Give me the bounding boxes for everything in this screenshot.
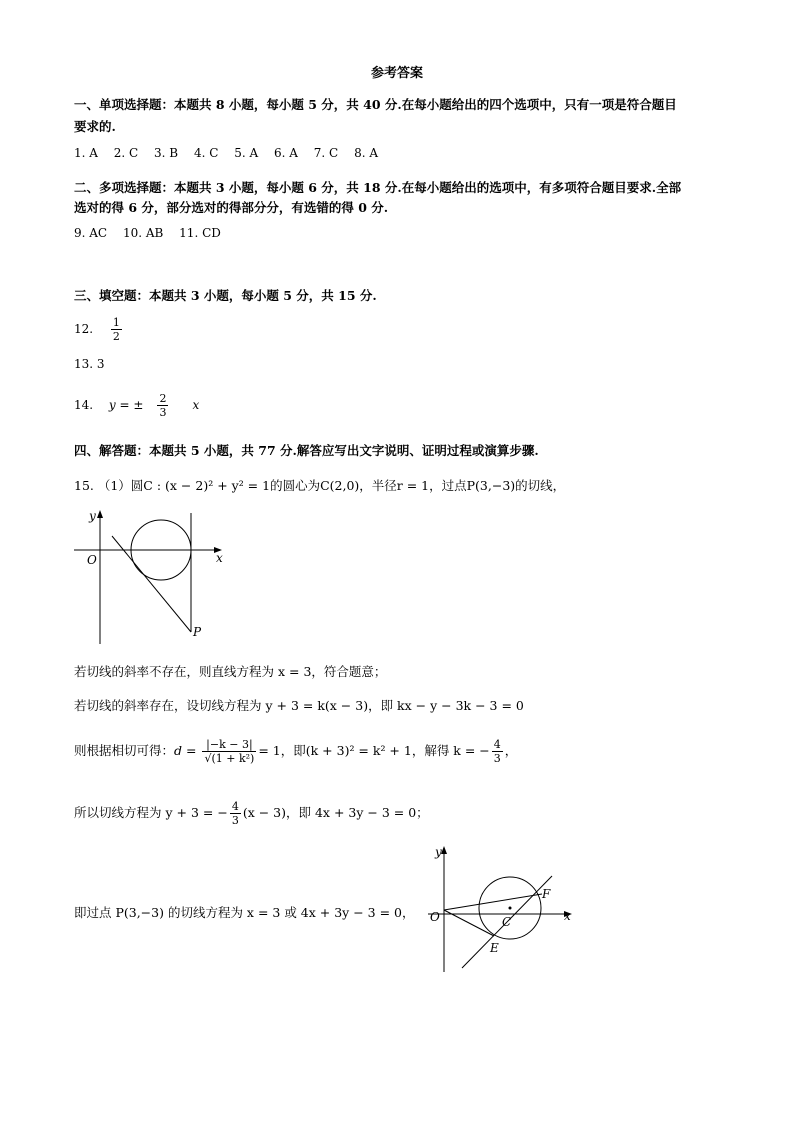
answer-6: 6. A xyxy=(274,146,298,160)
line-d-suffix: (x − 3)，即 4x + 3y − 3 = 0； xyxy=(242,805,429,820)
section2-answers xyxy=(74,226,233,240)
q15-line: 15. （1）圆C : (x − 2)² + y² = 1的圆心为C(2,0)，半径r = 1，过点P(3,−3)的切线， xyxy=(74,478,566,493)
line-c-denominator: √(1 + k²) xyxy=(204,752,255,765)
answer-2: 2. C xyxy=(113,146,139,160)
line-d-numerator: 4 xyxy=(231,800,239,813)
answer-10: 10. AB xyxy=(122,226,164,240)
line-c-d: d = xyxy=(174,743,197,758)
answer-9: 9. AC xyxy=(74,226,108,240)
figure2-point-f-label: F xyxy=(542,887,551,901)
figure2-y-arrow xyxy=(441,846,447,854)
answer-14-denominator: 3 xyxy=(159,406,167,419)
figure2-diagram xyxy=(424,842,580,978)
line-a: 若切线的斜率不存在，则直线方程为 x = 3，符合题意； xyxy=(74,664,387,679)
section1-answers xyxy=(74,146,390,160)
line-c-distance-fraction xyxy=(202,738,256,765)
section2-heading-line2: 选对的得 6 分，部分选对的得部分分，有选错的得 0 分. xyxy=(74,200,389,215)
page-title: 参考答案 xyxy=(370,66,423,81)
figure2-line-of xyxy=(444,894,542,910)
answer-14 xyxy=(74,392,211,419)
line-c-end: ， xyxy=(504,743,518,758)
figure2-x-label: x xyxy=(564,909,571,923)
section4-heading: 四、解答题：本题共 5 小题，共 77 分.解答应写出文字说明、证明过程或演算步骤. xyxy=(74,443,539,458)
figure2-center-point xyxy=(509,907,512,910)
line-c-k-fraction xyxy=(492,738,503,765)
figure1-origin-label: O xyxy=(87,553,97,567)
figure1-y-label: y xyxy=(89,509,96,523)
answer-4: 4. C xyxy=(193,146,219,160)
figure2-y-label: y xyxy=(435,845,442,859)
answer-12-denominator: 2 xyxy=(112,330,120,343)
line-d-prefix: 所以切线方程为 y + 3 = − xyxy=(74,805,228,820)
section3-heading: 三、填空题：本题共 3 小题，每小题 5 分，共 15 分. xyxy=(74,288,377,303)
line-d-fraction xyxy=(230,800,241,827)
answer-7: 7. C xyxy=(313,146,339,160)
figure1-x-label: x xyxy=(216,551,223,565)
answer-12 xyxy=(74,316,146,343)
figure2-origin-label: O xyxy=(430,910,440,924)
answer-13: 13. 3 xyxy=(74,357,105,371)
figure2-point-e-label: E xyxy=(490,941,499,955)
answer-12-label: 12. xyxy=(74,322,94,336)
answer-12-fraction xyxy=(111,316,134,343)
line-d-denominator: 3 xyxy=(231,814,239,827)
line-c xyxy=(74,738,517,765)
section1-heading-line2: 要求的. xyxy=(74,119,116,134)
line-b: 若切线的斜率存在，设切线方程为 y + 3 = k(x − 3)，即 kx − y − 3k − 3 = 0 xyxy=(74,698,524,713)
figure1-point-label: P xyxy=(193,625,202,639)
section2-heading-line1: 二、多项选择题：本题共 3 小题，每小题 6 分，共 18 分.在每小题给出的选项中，有多项符合题目要求.全部 xyxy=(74,180,682,195)
answer-1: 1. A xyxy=(74,146,98,160)
answer-12-numerator: 1 xyxy=(112,316,120,329)
line-c-mid: = 1，即(k + 3)² = k² + 1，解得 k = − xyxy=(258,743,490,758)
line-d xyxy=(74,800,429,827)
answer-3: 3. B xyxy=(154,146,179,160)
section1-heading-line1: 一、单项选择题：本题共 8 小题，每小题 5 分，共 40 分.在每小题给出的四个选项中，只有一项是符合题目 xyxy=(74,97,677,112)
line-c-k-numerator: 4 xyxy=(493,738,501,751)
line-e: 即过点 P(3,−3) 的切线方程为 x = 3 或 4x + 3y − 3 = 0， xyxy=(74,905,415,920)
answer-8: 8. A xyxy=(354,146,378,160)
line-c-prefix: 则根据相切可得： xyxy=(74,743,175,758)
answer-14-lhs: y = ± xyxy=(108,398,144,412)
answer-14-numerator: 2 xyxy=(159,392,167,405)
line-c-numerator: |−k − 3| xyxy=(202,738,256,752)
answer-5: 5. A xyxy=(234,146,259,160)
answer-14-fraction xyxy=(157,392,180,419)
answer-14-var: x xyxy=(192,398,200,412)
answer-11: 11. CD xyxy=(179,226,221,240)
figure1-y-arrow xyxy=(97,510,103,518)
figure2-center-label: C xyxy=(502,915,512,929)
answer-14-label: 14. xyxy=(74,398,94,412)
line-c-k-denominator: 3 xyxy=(493,752,501,765)
figure1-diagram xyxy=(70,508,230,650)
